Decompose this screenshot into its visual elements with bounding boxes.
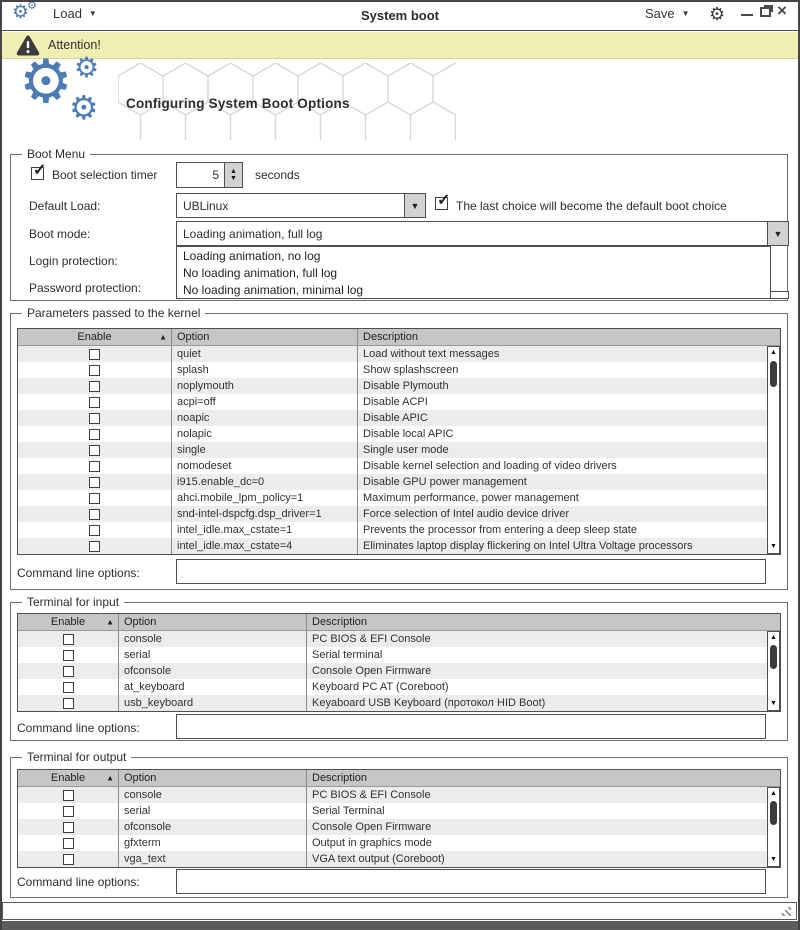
- enable-checkbox[interactable]: [63, 854, 74, 865]
- scroll-up-icon[interactable]: ▲: [770, 634, 777, 641]
- scroll-down-icon[interactable]: ▼: [770, 700, 777, 707]
- boot-timer-label: Boot selection timer: [52, 168, 158, 182]
- option-cell: console: [118, 631, 306, 647]
- option-cell: ofconsole: [118, 819, 306, 835]
- save-button-label: Save: [645, 6, 675, 21]
- enable-cell: [18, 506, 171, 522]
- option-cell: gfxterm: [118, 835, 306, 851]
- table-row[interactable]: [18, 538, 780, 554]
- enable-cell: [18, 787, 118, 803]
- table-row[interactable]: [18, 442, 780, 458]
- description-cell: Disable GPU power management: [357, 474, 780, 490]
- table-row[interactable]: [18, 378, 780, 394]
- enable-cell: [18, 851, 118, 867]
- toolbar: [0, 0, 800, 31]
- description-cell: PC BIOS & EFI Console: [306, 787, 780, 803]
- scrollbar[interactable]: [767, 787, 780, 867]
- enable-checkbox[interactable]: [63, 634, 74, 645]
- description-cell: Keyboard PC AT (Coreboot): [306, 679, 780, 695]
- table-header: [18, 614, 780, 631]
- description-cell: Serial terminal: [306, 647, 780, 663]
- option-cell: vga_text: [118, 851, 306, 867]
- terminal-output-legend: Terminal for output: [22, 750, 131, 764]
- resize-grip[interactable]: [779, 905, 791, 916]
- terminal-input-legend: Terminal for input: [22, 595, 124, 609]
- app-gears-icon: ⚙: [12, 2, 30, 23]
- table-row[interactable]: [18, 787, 780, 803]
- scroll-up-icon[interactable]: ▲: [770, 790, 777, 797]
- password-protection-label: Password protection:: [29, 281, 142, 295]
- enable-header-label: Enable: [50, 616, 86, 628]
- command-line-label: Command line options:: [17, 875, 140, 889]
- timer-unit-label: seconds: [255, 168, 300, 182]
- option-cell: acpi=off: [171, 394, 357, 410]
- description-cell: Prevents the processor from entering a deep sleep state: [357, 522, 780, 538]
- description-cell: Disable kernel selection and loading of video drivers: [357, 458, 780, 474]
- description-cell: Output in graphics mode: [306, 835, 780, 851]
- timer-value: 5: [212, 168, 219, 182]
- description-cell: Keyaboard USB Keyboard (протокол HID Boot): [306, 695, 780, 711]
- scrollbar[interactable]: [767, 346, 780, 554]
- table-body: [18, 346, 780, 554]
- option-cell: noapic: [171, 410, 357, 426]
- command-line-input[interactable]: [176, 869, 766, 894]
- description-cell: VGA text output (Coreboot): [306, 851, 780, 867]
- option-cell: serial: [118, 803, 306, 819]
- table-row[interactable]: [18, 458, 780, 474]
- enable-checkbox[interactable]: [63, 822, 74, 833]
- enable-cell: [18, 522, 171, 538]
- app-gears-icon-small: ⚙: [27, 0, 37, 12]
- scroll-down-icon[interactable]: ▼: [770, 856, 777, 863]
- boot-timer-checkbox[interactable]: [31, 167, 44, 180]
- enable-checkbox[interactable]: [89, 509, 100, 520]
- enable-header-label: Enable: [50, 772, 86, 784]
- enable-checkbox[interactable]: [89, 541, 100, 552]
- option-cell: intel_idle.max_cstate=4: [171, 538, 357, 554]
- option-cell: ahci.mobile_lpm_policy=1: [171, 490, 357, 506]
- command-line-input[interactable]: [176, 559, 766, 584]
- enable-cell: [18, 458, 171, 474]
- table-row[interactable]: [18, 663, 780, 679]
- command-line-label: Command line options:: [17, 566, 140, 580]
- chevron-down-icon: ▼: [681, 9, 690, 18]
- table-row[interactable]: [18, 679, 780, 695]
- enable-checkbox[interactable]: [63, 650, 74, 661]
- default-load-label: Default Load:: [29, 199, 101, 213]
- default-load-combobox[interactable]: [176, 193, 426, 218]
- description-cell: PC BIOS & EFI Console: [306, 631, 780, 647]
- enable-cell: [18, 803, 118, 819]
- boot-mode-value: Loading animation, full log: [183, 226, 323, 241]
- terminal-input-group: [10, 595, 788, 741]
- enable-checkbox[interactable]: [63, 838, 74, 849]
- enable-cell: [18, 538, 171, 554]
- description-cell: Show splashscreen: [357, 362, 780, 378]
- timer-spinner[interactable]: [176, 162, 243, 188]
- enable-cell: [18, 679, 118, 695]
- status-bar: [2, 902, 797, 920]
- attention-label: Attention!: [48, 38, 101, 52]
- chevron-down-icon[interactable]: ▼: [767, 222, 788, 245]
- enable-checkbox[interactable]: [89, 429, 100, 440]
- table-row[interactable]: [18, 506, 780, 522]
- enable-checkbox[interactable]: [63, 790, 74, 801]
- option-cell: usb_keyboard: [118, 695, 306, 711]
- option-column-header[interactable]: Option: [118, 770, 306, 786]
- description-column-header[interactable]: Description: [357, 329, 780, 345]
- table-header: [18, 770, 780, 787]
- table-row[interactable]: [18, 522, 780, 538]
- table-row[interactable]: [18, 410, 780, 426]
- table-row[interactable]: [18, 851, 780, 867]
- boot-menu-group: [10, 147, 788, 301]
- description-cell: Disable APIC: [357, 410, 780, 426]
- enable-checkbox[interactable]: [89, 493, 100, 504]
- enable-cell: [18, 819, 118, 835]
- enable-cell: [18, 378, 171, 394]
- option-cell: splash: [171, 362, 357, 378]
- scroll-thumb[interactable]: [770, 361, 777, 387]
- description-cell: Disable local APIC: [357, 426, 780, 442]
- bottom-bar: [0, 921, 800, 930]
- enable-cell: [18, 474, 171, 490]
- kernel-params-group: [10, 306, 788, 590]
- option-cell: at_keyboard: [118, 679, 306, 695]
- enable-checkbox[interactable]: [89, 477, 100, 488]
- option-cell: i915.enable_dc=0: [171, 474, 357, 490]
- kernel-params-legend: Parameters passed to the kernel: [22, 306, 205, 320]
- enable-cell: [18, 695, 118, 711]
- table-row[interactable]: [18, 631, 780, 647]
- option-cell: ofconsole: [118, 663, 306, 679]
- option-cell: nomodeset: [171, 458, 357, 474]
- enable-checkbox[interactable]: [89, 445, 100, 456]
- description-cell: Disable ACPI: [357, 394, 780, 410]
- enable-checkbox[interactable]: [89, 525, 100, 536]
- option-cell: serial: [118, 647, 306, 663]
- enable-cell: [18, 835, 118, 851]
- description-cell: Maximum performance, power management: [357, 490, 780, 506]
- attention-banner: [0, 32, 800, 59]
- close-button[interactable]: ×: [777, 1, 787, 20]
- scroll-down-icon[interactable]: ▼: [770, 543, 777, 550]
- description-cell: Single user mode: [357, 442, 780, 458]
- description-cell: Load without text messages: [357, 346, 780, 362]
- option-cell: nolapic: [171, 426, 357, 442]
- sort-asc-icon: ▲: [159, 332, 167, 342]
- table-body: [18, 631, 780, 711]
- table-row[interactable]: [18, 426, 780, 442]
- enable-cell: [18, 442, 171, 458]
- scrollbar[interactable]: [767, 631, 780, 711]
- last-choice-checkbox[interactable]: [435, 197, 448, 210]
- login-protection-label: Login protection:: [29, 254, 118, 268]
- table-body: [18, 787, 780, 867]
- option-cell: quiet: [171, 346, 357, 362]
- table-row[interactable]: [18, 647, 780, 663]
- enable-cell: [18, 362, 171, 378]
- table-row[interactable]: [18, 394, 780, 410]
- enable-checkbox[interactable]: [89, 461, 100, 472]
- description-column-header[interactable]: Description: [306, 614, 780, 630]
- enable-checkbox[interactable]: [63, 698, 74, 709]
- enable-column-header[interactable]: [18, 614, 118, 630]
- kernel-params-table: [17, 328, 781, 555]
- option-cell: noplymouth: [171, 378, 357, 394]
- boot-gears-icon: ⚙ ⚙ ⚙: [19, 48, 100, 126]
- scroll-up-icon[interactable]: ▲: [770, 349, 777, 356]
- option-cell: single: [171, 442, 357, 458]
- option-cell: console: [118, 787, 306, 803]
- window-title: System boot: [360, 8, 439, 23]
- table-row[interactable]: [18, 819, 780, 835]
- enable-cell: [18, 410, 171, 426]
- save-button[interactable]: [645, 6, 690, 21]
- description-column-header[interactable]: Description: [306, 770, 780, 786]
- enable-cell: [18, 490, 171, 506]
- default-load-value: UBLinux: [183, 198, 229, 213]
- settings-gear-icon[interactable]: ⚙: [709, 4, 726, 24]
- table-row[interactable]: [18, 803, 780, 819]
- scroll-thumb[interactable]: [770, 801, 777, 825]
- enable-checkbox[interactable]: [63, 682, 74, 693]
- command-line-label: Command line options:: [17, 721, 140, 735]
- enable-header-label: Enable: [77, 331, 112, 343]
- enable-checkbox[interactable]: [63, 666, 74, 677]
- description-cell: Serial Terminal: [306, 803, 780, 819]
- option-cell: snd-intel-dspcfg.dsp_driver=1: [171, 506, 357, 522]
- table-row[interactable]: [18, 835, 780, 851]
- enable-cell: [18, 394, 171, 410]
- dropdown-option[interactable]: Loading animation, no log: [183, 248, 321, 263]
- option-column-header[interactable]: Option: [171, 329, 357, 345]
- enable-checkbox[interactable]: [63, 806, 74, 817]
- load-button-label: Load: [53, 6, 82, 21]
- boot-mode-combobox[interactable]: [176, 221, 789, 246]
- dropdown-option[interactable]: No loading animation, full log: [183, 265, 338, 280]
- enable-cell: [18, 346, 171, 362]
- table-row[interactable]: [18, 346, 780, 362]
- enable-checkbox[interactable]: [89, 381, 100, 392]
- table-row[interactable]: [18, 490, 780, 506]
- table-row[interactable]: [18, 362, 780, 378]
- boot-mode-label: Boot mode:: [29, 227, 91, 241]
- enable-column-header[interactable]: [18, 770, 118, 786]
- enable-column-header[interactable]: [18, 329, 171, 345]
- description-cell: Disable Plymouth: [357, 378, 780, 394]
- description-cell: Console Open Firmware: [306, 663, 780, 679]
- table-row[interactable]: [18, 474, 780, 490]
- table-row[interactable]: [18, 695, 780, 711]
- boot-menu-legend: Boot Menu: [22, 147, 90, 161]
- maximize-button[interactable]: [760, 7, 771, 17]
- sort-asc-icon: ▲: [106, 773, 114, 783]
- enable-cell: [18, 663, 118, 679]
- table-header: [18, 329, 780, 346]
- terminal-input-table: [17, 613, 781, 712]
- description-cell: Force selection of Intel audio device driver: [357, 506, 780, 522]
- chevron-down-icon[interactable]: ▼: [404, 194, 425, 217]
- last-choice-label: The last choice will become the default boot choice: [456, 199, 727, 213]
- terminal-output-group: [10, 750, 788, 898]
- spinner-arrows-icon[interactable]: ▲ ▼: [224, 163, 242, 187]
- enable-checkbox[interactable]: [89, 413, 100, 424]
- enable-checkbox[interactable]: [89, 365, 100, 376]
- dropdown-option[interactable]: No loading animation, minimal log: [183, 282, 364, 297]
- sort-asc-icon: ▲: [106, 617, 114, 627]
- page-title: Configuring System Boot Options: [126, 96, 350, 111]
- description-cell: Eliminates laptop display flickering on Intel Ultra Voltage processors: [357, 538, 780, 554]
- scroll-thumb[interactable]: [770, 645, 777, 669]
- enable-checkbox[interactable]: [89, 349, 100, 360]
- command-line-input[interactable]: [176, 714, 766, 739]
- description-cell: Console Open Firmware: [306, 819, 780, 835]
- minimize-button[interactable]: [741, 5, 753, 16]
- enable-cell: [18, 426, 171, 442]
- terminal-output-table: [17, 769, 781, 868]
- enable-cell: [18, 631, 118, 647]
- chevron-down-icon: ▼: [88, 9, 97, 18]
- enable-cell: [18, 647, 118, 663]
- boot-mode-dropdown-list[interactable]: [176, 246, 771, 299]
- option-column-header[interactable]: Option: [118, 614, 306, 630]
- enable-checkbox[interactable]: [89, 397, 100, 408]
- option-cell: intel_idle.max_cstate=1: [171, 522, 357, 538]
